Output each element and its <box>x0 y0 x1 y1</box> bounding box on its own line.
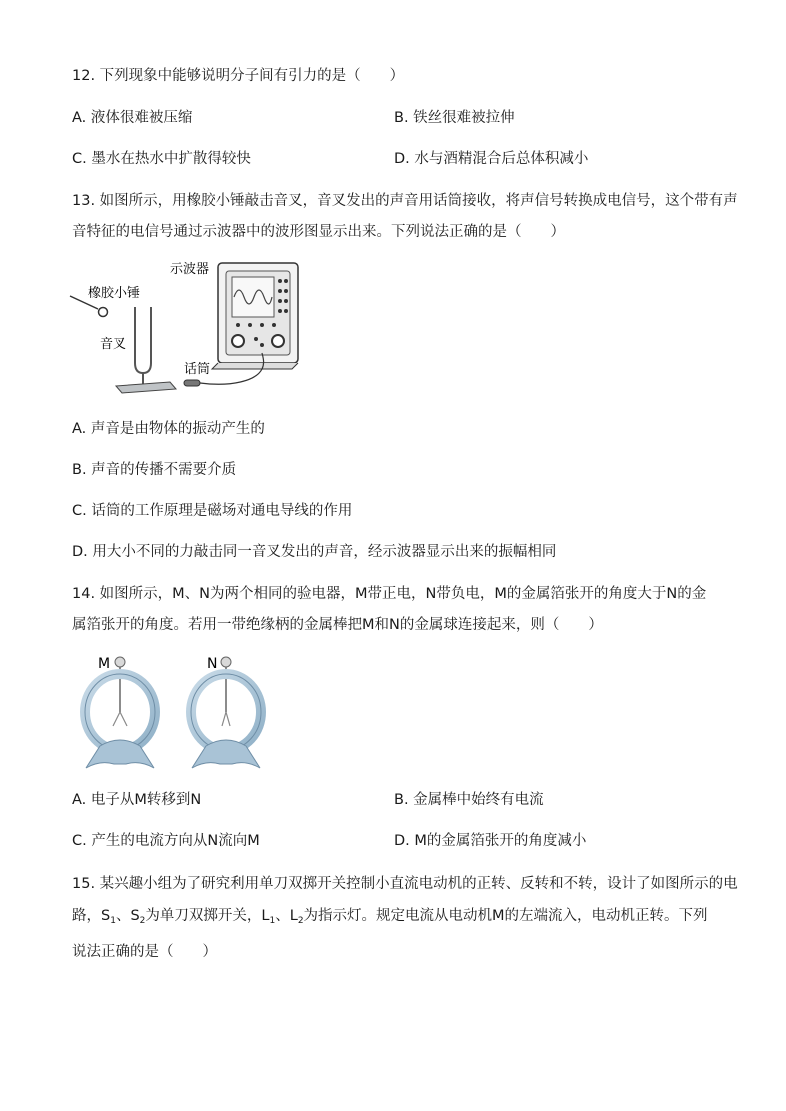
label-hammer: 橡胶小锤 <box>88 286 141 301</box>
q13-stem-line2: 音特征的电信号通过示波器中的波形图显示出来。下列说法正确的是（ ） <box>72 224 565 240</box>
q13-stem-line1: 13. 如图所示，用橡胶小锤敲击音叉，音叉发出的声音用话筒接收，将声信号转换成电信号，这个带有声 <box>72 193 738 209</box>
label-oscilloscope: 示波器 <box>170 262 210 277</box>
q15-stem-line2: 路，$S_1$、$S_2$为单刀双掷开关，$L_1$、$L_2$为指示灯。规定电流从电动机M的左端流入，电动机正转。下列 <box>72 908 708 926</box>
electroscope-m-icon <box>85 656 155 768</box>
q14-option-a: A. 电子从M转移到N <box>72 792 202 808</box>
q15-stem-line1: 15. 某兴趣小组为了研究利用单刀双掷开关控制小直流电动机的正转、反转和不转，设计了如图所示的电 <box>72 876 738 892</box>
electroscope-n-icon <box>191 656 261 768</box>
q15-stem-line3: 说法正确的是（ ） <box>72 944 217 960</box>
label-fork: 音叉 <box>100 337 127 352</box>
q13-option-b: B. 声音的传播不需要介质 <box>72 462 237 478</box>
q14-stem-line2: 属箔张开的角度。若用一带绝缘柄的金属棒把M和N的金属球连接起来，则（ ） <box>72 617 603 633</box>
tuning-fork-icon <box>135 307 151 373</box>
electroscopes-figure <box>76 650 276 776</box>
q12-option-b: B. 铁丝很难被拉伸 <box>394 110 515 126</box>
q13-option-a: A. 声音是由物体的振动产生的 <box>72 421 265 437</box>
q12-option-d: D. 水与酒精混合后总体积减小 <box>394 151 589 167</box>
q12-stem: 12. 下列现象中能够说明分子间有引力的是（ ） <box>72 68 405 84</box>
q14-option-c: C. 产生的电流方向从N流向M <box>72 833 260 849</box>
q14-stem-line1: 14. 如图所示，M、N为两个相同的验电器，M带正电，N带负电，M的金属箔张开的角度大于N的金 <box>72 586 707 602</box>
q13-option-d: D. 用大小不同的力敲击同一音叉发出的声音，经示波器显示出来的振幅相同 <box>72 544 557 560</box>
q12-option-c: C. 墨水在热水中扩散得较快 <box>72 151 251 167</box>
oscilloscope-icon <box>212 263 298 369</box>
label-n: N <box>207 656 218 672</box>
q12-option-a: A. 液体很难被压缩 <box>72 110 193 126</box>
rubber-hammer-icon <box>99 308 108 317</box>
q14-option-d: D. M的金属箔张开的角度减小 <box>394 833 587 849</box>
q13-option-c: C. 话筒的工作原理是磁场对通电导线的作用 <box>72 503 353 519</box>
tuning-fork-oscilloscope-figure <box>66 255 316 405</box>
label-microphone: 话筒 <box>184 362 211 377</box>
label-m: M <box>98 656 111 672</box>
q14-option-b: B. 金属棒中始终有电流 <box>394 792 544 808</box>
